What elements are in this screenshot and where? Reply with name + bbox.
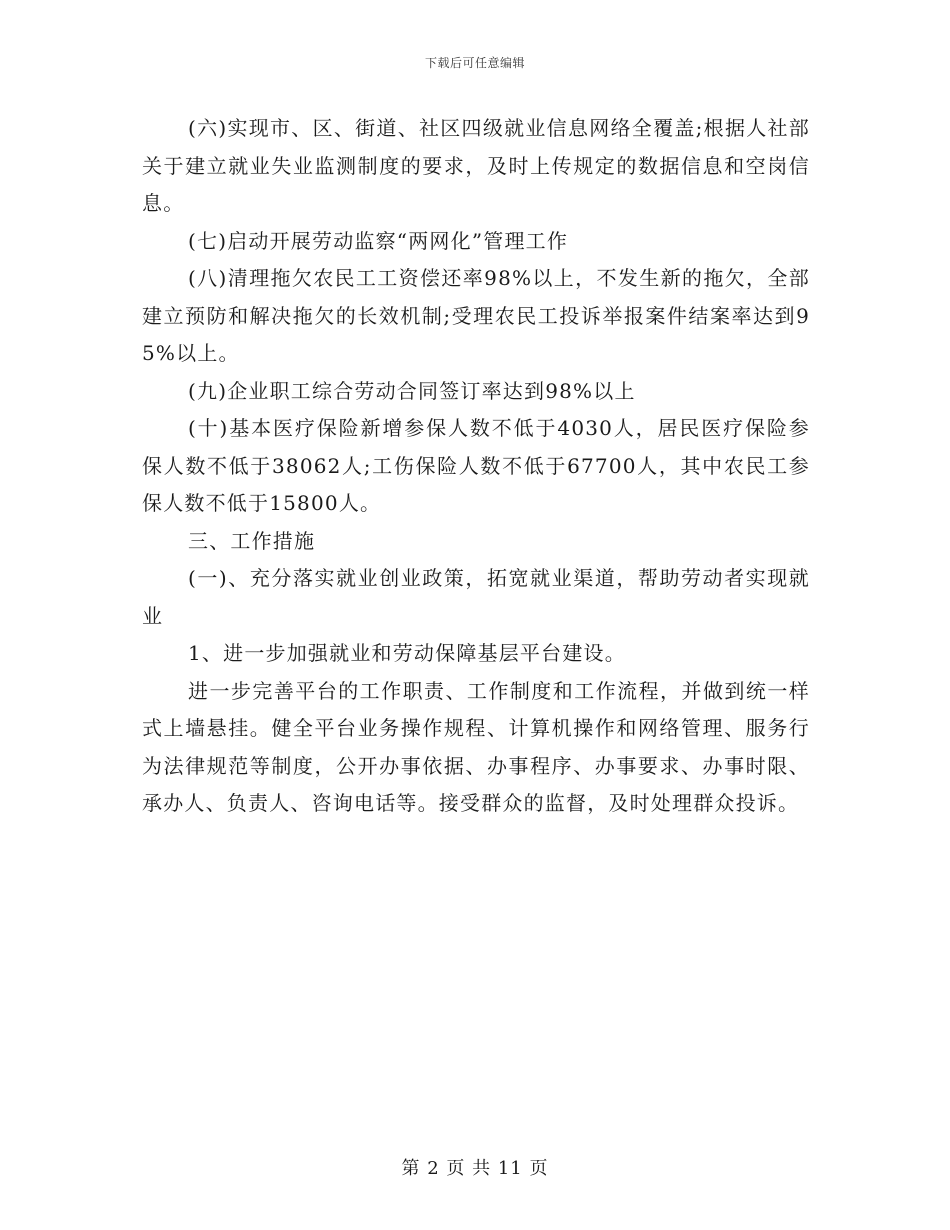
subsection-heading-1: (一)、充分落实就业创业政策，拓宽就业渠道，帮助劳动者实现就业: [142, 566, 810, 628]
body-paragraph: 进一步完善平台的工作职责、工作制度和工作流程，并做到统一样式上墙悬挂。健全平台业务操作规程、计算机操作和网络管理、服务行为法律规范等制度，公开办事依据、办事程序、办事要求、办事时限、承办人、负责人、咨询电话等。接受群众的监督，及时处理群众投诉。: [142, 678, 810, 815]
paragraph-item-7: (七)启动开展劳动监察“两网化”管理工作: [188, 228, 569, 253]
paragraph-item-6: (六)实现市、区、街道、社区四级就业信息网络全覆盖;根据人社部关于建立就业失业监测制度的要求，及时上传规定的数据信息和空岗信息。: [142, 116, 810, 215]
paragraph-item-8: (八)清理拖欠农民工工资偿还率98%以上，不发生新的拖欠，全部建立预防和解决拖欠的长效机制;受理农民工投诉举报案件结案率达到95%以上。: [142, 266, 810, 365]
section-heading-measures: 三、工作措施: [188, 528, 316, 553]
page-number: 第 2 页 共 11 页: [401, 1158, 549, 1179]
paragraph-item-10: (十)基本医疗保险新增参保人数不低于4030人，居民医疗保险参保人数不低于38062人;工伤保险人数不低于67700人，其中农民工参保人数不低于15800人。: [142, 416, 810, 515]
document-body: [142, 110, 810, 823]
point-heading-1: 1、进一步加强就业和劳动保障基层平台建设。: [188, 641, 626, 665]
page-header: 下载后可任意编辑: [424, 56, 525, 70]
paragraph-item-9: (九)企业职工综合劳动合同签订率达到98%以上: [188, 378, 636, 403]
